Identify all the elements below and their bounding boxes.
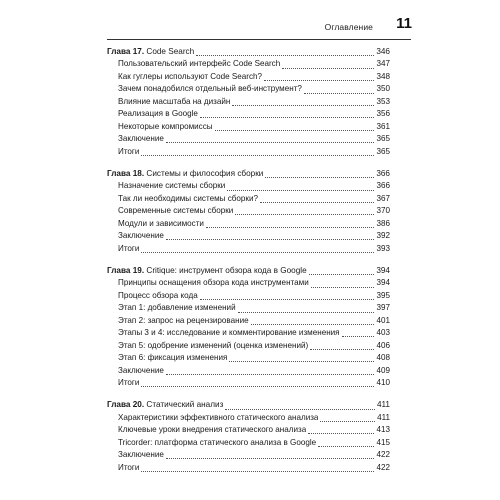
dot-leader — [308, 432, 374, 434]
section-title: Этап 6: фиксация изменения — [118, 353, 228, 363]
section-title: Этап 5: одобрение изменений (оценка изменений) — [118, 340, 309, 350]
section-entry[interactable] — [107, 365, 390, 377]
section-entry[interactable] — [107, 205, 390, 217]
section-title: Итоги — [118, 146, 140, 156]
section-page: 350 — [376, 84, 390, 94]
dot-leader — [141, 470, 374, 472]
section-page: 403 — [376, 328, 390, 338]
section-title: Как гуглеры используют Code Search? — [118, 71, 263, 81]
chapter-block — [107, 46, 390, 158]
chapter-title-label — [107, 168, 263, 180]
section-page: 397 — [376, 303, 390, 313]
section-entry[interactable] — [107, 327, 390, 339]
dot-leader — [311, 286, 375, 288]
section-page: 401 — [376, 315, 390, 325]
chapter-page: 411 — [376, 400, 390, 410]
section-page: 356 — [376, 109, 390, 119]
dot-leader — [310, 348, 374, 350]
section-entry[interactable] — [107, 315, 390, 327]
section-entry[interactable] — [107, 437, 390, 449]
section-page: 406 — [376, 340, 390, 350]
dot-leader — [251, 323, 375, 325]
section-entry[interactable] — [107, 340, 390, 352]
section-page: 392 — [376, 231, 390, 241]
chapter-title: Системы и философия сборки — [146, 168, 264, 178]
dot-leader — [166, 238, 375, 240]
section-title: Некоторые компромиссы — [118, 121, 213, 131]
dot-leader — [342, 335, 375, 337]
section-entry[interactable] — [107, 352, 390, 364]
section-page: 370 — [376, 206, 390, 216]
section-page: 393 — [376, 243, 390, 253]
section-page: 422 — [376, 462, 390, 472]
section-entry[interactable] — [107, 146, 390, 158]
section-entry[interactable] — [107, 449, 390, 461]
section-title: Влияние масштаба на дизайн — [118, 96, 231, 106]
chapter-title: Статический анализ — [146, 400, 224, 410]
chapter-number: Глава 19. — [107, 266, 145, 275]
chapter-number: Глава 18. — [107, 168, 145, 178]
chapter-page: 394 — [376, 266, 390, 275]
section-title: Так ли необходимы системы сборки? — [118, 193, 258, 203]
section-title: Tricorder: платформа статического анализа в Google — [118, 437, 317, 447]
section-entry[interactable] — [107, 462, 390, 474]
section-entry[interactable] — [107, 412, 390, 424]
page-header — [0, 0, 500, 40]
dot-leader — [200, 116, 375, 118]
header-rule — [107, 39, 411, 40]
section-entry[interactable] — [107, 121, 390, 133]
dot-leader — [166, 457, 375, 459]
section-page: 413 — [376, 425, 390, 435]
section-page: 409 — [376, 365, 390, 375]
chapter-title-label — [107, 265, 307, 277]
section-entry[interactable] — [107, 96, 390, 108]
chapter-title-label — [107, 46, 194, 58]
section-page: 408 — [376, 353, 390, 363]
section-page: 422 — [376, 450, 390, 460]
section-title: Ключевые уроки внедрения статического анализа — [118, 425, 307, 435]
chapter-block — [107, 265, 390, 389]
section-page: 365 — [376, 146, 390, 156]
dot-leader — [309, 273, 375, 275]
dot-leader — [260, 201, 375, 203]
dot-leader — [232, 104, 374, 106]
section-title: Этап 1: добавление изменений — [118, 303, 236, 313]
dot-leader — [166, 373, 375, 375]
section-page: 366 — [376, 181, 390, 191]
section-entry[interactable] — [107, 377, 390, 389]
section-entry[interactable] — [107, 108, 390, 120]
section-page: 386 — [376, 218, 390, 228]
section-entry[interactable] — [107, 180, 390, 192]
section-page: 367 — [376, 193, 390, 203]
dot-leader — [235, 213, 374, 215]
chapter-heading[interactable] — [107, 46, 390, 58]
chapter-title-label — [107, 399, 223, 411]
dot-leader — [238, 311, 375, 313]
section-title: Реализация в Google — [118, 109, 198, 119]
section-title: Итоги — [118, 377, 140, 387]
dot-leader — [200, 298, 375, 300]
section-title: Итоги — [118, 462, 140, 472]
chapter-number: Глава 17. — [107, 47, 145, 56]
section-page: 395 — [376, 290, 390, 300]
section-entry[interactable] — [107, 302, 390, 314]
chapter-title: Code Search — [146, 47, 195, 56]
section-entry[interactable] — [107, 424, 390, 436]
section-title: Заключение — [118, 365, 164, 375]
dot-leader — [225, 408, 375, 410]
chapter-page: 346 — [376, 47, 390, 56]
table-of-contents — [107, 46, 390, 484]
running-head-title: Оглавление — [324, 22, 373, 32]
page-number: 11 — [396, 15, 412, 32]
dot-leader — [141, 251, 374, 253]
section-title: Модули и зависимости — [118, 218, 204, 228]
chapter-page: 366 — [376, 168, 390, 178]
section-title: Итоги — [118, 243, 140, 253]
section-title: Назначение системы сборки — [118, 181, 226, 191]
section-title: Современные системы сборки — [118, 206, 234, 216]
section-entry[interactable] — [107, 133, 390, 145]
section-title: Этап 2: запрос на рецензирование — [118, 315, 249, 325]
dot-leader — [227, 189, 374, 191]
section-entry[interactable] — [107, 277, 390, 289]
dot-leader — [141, 385, 374, 387]
section-entry[interactable] — [107, 58, 390, 70]
section-title: Этапы 3 и 4: исследование и комментирование изменения — [118, 328, 340, 338]
dot-leader — [318, 445, 374, 447]
section-entry[interactable] — [107, 243, 390, 255]
section-page: 365 — [376, 134, 390, 144]
chapter-heading[interactable] — [107, 265, 390, 277]
dot-leader — [265, 176, 374, 178]
section-page: 348 — [376, 71, 390, 81]
section-title: Пользовательский интерфейс Code Search — [118, 59, 281, 69]
section-page: 353 — [376, 96, 390, 106]
dot-leader — [206, 226, 375, 228]
chapter-heading[interactable] — [107, 168, 390, 180]
dot-leader — [215, 129, 375, 131]
dot-leader — [264, 79, 374, 81]
dot-leader — [304, 92, 375, 94]
section-page: 415 — [376, 437, 390, 447]
section-page: 361 — [376, 121, 390, 131]
section-entry[interactable] — [107, 290, 390, 302]
section-entry[interactable] — [107, 193, 390, 205]
dot-leader — [229, 360, 374, 362]
chapter-title: Critique: инструмент обзора кода в Google — [146, 266, 307, 275]
section-page: 394 — [376, 278, 390, 288]
section-entry[interactable] — [107, 71, 390, 83]
section-page: 410 — [376, 377, 390, 387]
section-entry[interactable] — [107, 218, 390, 230]
dot-leader — [282, 67, 374, 69]
section-title: Заключение — [118, 450, 164, 460]
section-title: Принципы оснащения обзора кода инструментами — [118, 278, 309, 288]
section-page: 411 — [377, 412, 390, 422]
section-title: Зачем понадобился отдельный веб-инструмент? — [118, 84, 302, 94]
section-title: Характеристики эффективного статического анализа — [118, 412, 319, 422]
dot-leader — [141, 154, 374, 156]
section-title: Заключение — [118, 134, 164, 144]
chapter-block — [107, 168, 390, 255]
dot-leader — [166, 141, 375, 143]
section-entry[interactable] — [107, 230, 390, 242]
chapter-number: Глава 20. — [107, 400, 145, 410]
section-page: 347 — [376, 59, 390, 69]
chapter-block — [107, 399, 390, 474]
section-title: Процесс обзора кода — [118, 290, 198, 300]
section-entry[interactable] — [107, 83, 390, 95]
chapter-heading[interactable] — [107, 399, 390, 411]
section-title: Заключение — [118, 231, 164, 241]
dot-leader — [320, 420, 375, 422]
dot-leader — [196, 54, 374, 56]
